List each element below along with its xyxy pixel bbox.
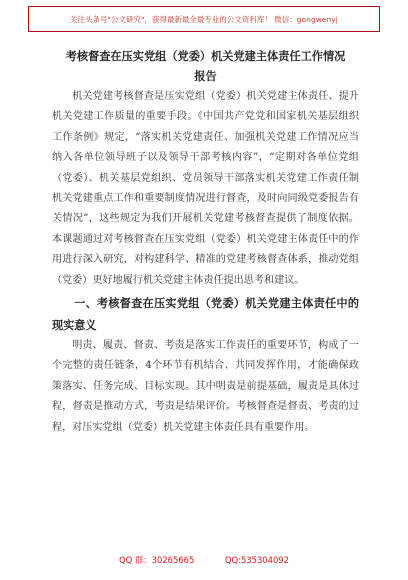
section-paragraph: 明责、履责、督责、考责是落实工作责任的重要环节，构成了一个完整的责任链条，4个环节有机结合、共同发挥作用，才能确保政策落实、任务完成、目标实现。其中明责是前提基础，履责是具体过程，督责是推动方式，考责是结果评价。考核督查是督责、考责的过程，对压实党组（党委）机关党建主体责任具有重要作用。 (52, 340, 359, 433)
document-body (52, 46, 359, 438)
footer-contact (0, 554, 408, 566)
document-title-line1: 考核督查在压实党组（党委）机关党建主体责任工作情况 (65, 49, 346, 63)
header-banner: 关注头条号"公文研究"，获得最新最全最专业的公文资料库！ 微信：gongwenyj (28, 6, 380, 32)
section-heading: 一、考核督查在压实党组（党委）机关党建主体责任中的现实意义 (52, 297, 359, 332)
footer-qq: QQ:535304092 (224, 555, 289, 565)
footer-qq-group: QQ 群：30265665 (119, 555, 195, 565)
document-title-line2: 报告 (194, 69, 217, 83)
intro-paragraph: 机关党建考核督查是压实党组（党委）机关党建主体责任、提升机关党建工作质量的重要手段。《中国共产党党和国家机关基层组织工作条例》规定，“落实机关党建责任、加强机关党建工作情况应当纳入各单位领导班子以及领导干部考核内容”，“定期对各单位党组（党委）、机关基层党组织、党员领导干部落实机关党建工作责任制机关党建重点工作和重要制度情况进行督查，及时向同级党委报告有关情况”，这些规定为我们开展机关党建考核督查提供了制度依据。本课题通过对考核督查在压实党组（党委）机关党建主体责任中的作用进行深入研究，对构建科学、精准的党建考核督查体系，推动党组（党委）更好地履行机关党建主体责任提出思考和建议。 (52, 91, 359, 286)
